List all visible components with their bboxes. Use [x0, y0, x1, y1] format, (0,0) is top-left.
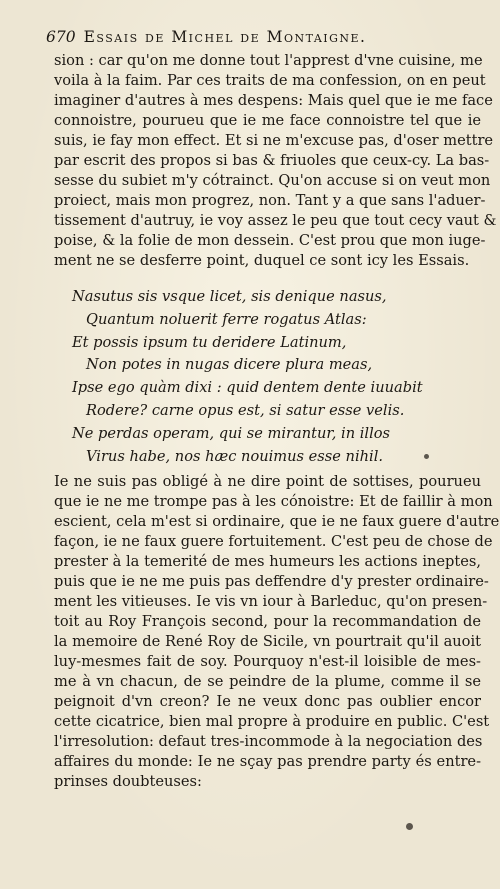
text-line: façon, ie ne faux guere fortuitement. C'est peu de chose de — [54, 533, 493, 550]
text-line: voila à la faim. Par ces traits de ma confession, on en peut — [54, 72, 486, 89]
verse-line: Nasutus sis vsque licet, sis denique nasus, — [72, 288, 387, 305]
text-line: toit au Roy François second, pour la recommandation de — [54, 613, 481, 630]
text-line: suis, ie fay mon effect. Et si ne m'excuse pas, d'oser mettre — [54, 132, 494, 149]
verse-line: Quantum noluerit ferre rogatus Atlas: — [86, 310, 367, 328]
verse-line: Ne perdas operam, qui se mirantur, in illos — [72, 424, 391, 442]
text-line: cette cicatrice, bien mal propre à produire en public. C'est — [54, 713, 490, 730]
verse-line: Rodere? carne opus est, si satur esse velis. — [86, 401, 405, 419]
text-line: puis que ie ne me puis pas deffendre d'y prester ordinaire- — [54, 573, 489, 590]
verse-line: Non potes in nugas dicere plura meas, — [86, 356, 373, 374]
text-line: prinses doubteuses: — [54, 773, 202, 790]
running-head — [46, 28, 464, 46]
text-line: la memoire de René Roy de Sicile, vn pourtrait qu'il auoit — [54, 633, 481, 650]
page-number: 670 — [46, 28, 76, 46]
text-line: poise, & la folie de mon dessein. C'est prou que mon iuge- — [54, 232, 486, 249]
verse-line: Virus habe, nos hæc nouimus esse nihil. — [86, 447, 383, 465]
latin-verse — [72, 286, 452, 468]
text-line: connoistre, pourueu que ie me face connoistre tel que ie — [54, 112, 481, 129]
text-line: escient, cela m'est si ordinaire, que ie ne faux guere d'autre — [54, 513, 500, 530]
text-line: me à vn chacun, de se peindre de la plume, comme il se — [54, 673, 481, 690]
text-line: l'irresolution: defaut tres-incommode à la negociation des — [54, 733, 483, 750]
text-line: sesse du subiet m'y cótrainct. Qu'on accuse si on veut mon — [54, 172, 491, 189]
text-line: tissement d'autruy, ie voy assez le peu que tout cecy vaut & — [54, 212, 497, 229]
text-line: que ie ne me trompe pas à les cónoistre: Et de faillir à mon — [54, 493, 493, 510]
verse-line: Ipse ego quàm dixi : quid dentem dente iuuabit — [72, 379, 423, 397]
running-title: Essais de Michel de Montaigne. — [83, 28, 367, 46]
text-line: ment ne se desferre point, duquel ce sont icy les Essais. — [54, 252, 470, 269]
text-line: Ie ne suis pas obligé à ne dire point de sottises, pourueu — [54, 473, 481, 490]
paragraph-1 — [54, 51, 497, 271]
text-line: sion : car qu'on me donne tout l'apprest d'vne cuisine, me — [54, 52, 483, 69]
text-line: peignoit d'vn creon? Ie ne veux donc pas oublier encor — [54, 693, 481, 710]
verse-line: Et possis ipsum tu deridere Latinum, — [72, 333, 347, 351]
ink-spot — [424, 454, 429, 459]
text-line: par escrit des propos si bas & friuoles que ceux-cy. La bas- — [54, 152, 490, 169]
text-line: prester à la temerité de mes humeurs les actions ineptes, — [54, 553, 481, 570]
paragraph-2 — [54, 472, 500, 792]
text-line: proiect, mais mon progrez, non. Tant y a que sans l'aduer- — [54, 192, 486, 209]
ink-spot — [406, 823, 413, 830]
text-line: imaginer d'autres à mes despens: Mais quel que ie me face — [54, 92, 493, 109]
text-line: luy-mesmes fait de soy. Pourquoy n'est-il loisible de mes- — [54, 653, 481, 670]
text-line: ment les vitieuses. Ie vis vn iour à Barleduc, qu'on presen- — [54, 593, 488, 610]
text-line: affaires du monde: Ie ne sçay pas prendre party és entre- — [54, 753, 481, 770]
